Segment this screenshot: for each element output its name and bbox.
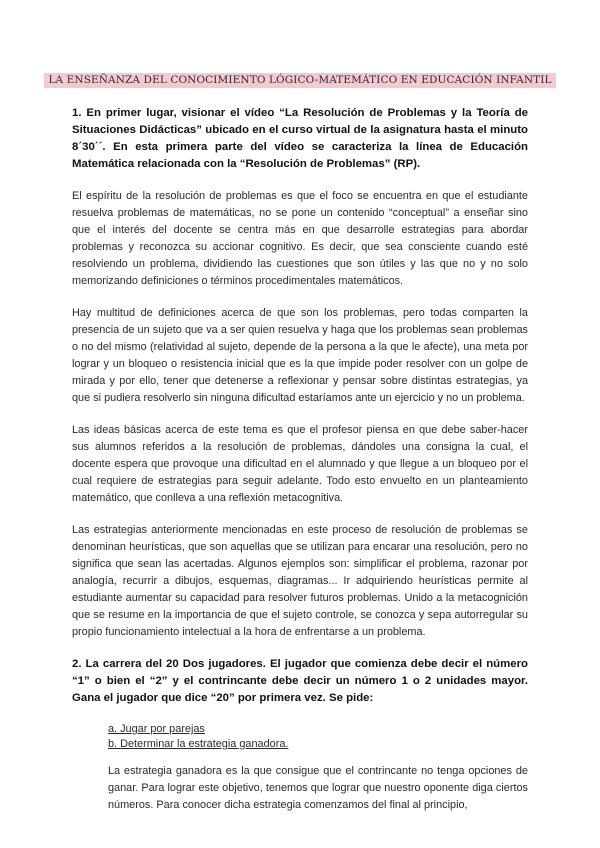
paragraph-1: El espíritu de la resolución de problemas es que el foco se encuentra en que el estudiante resuelva problemas de matemáticas, no se pone un contenido “conceptual” a enseñar sino que el interés del docente se centra más en que desarrolle estrategias para abordar problemas y reconozca su accionar cognitivo. Es decir, que sea consciente cuando esté resolviendo un problema, dividiendo las cuestiones que son útiles y las que no y no solo memorizando definiciones o términos procedimentales matemáticos. [72,190,528,287]
task-list [108,722,528,752]
list-item-a: a. Jugar por parejas [108,723,205,735]
list-item-b: b. Determinar la estrategia ganadora. [108,738,289,750]
paragraph-3: Las ideas básicas acerca de este tema es que el profesor piensa en que debe saber-hacer sus alumnos referidos a la resolución de problemas, dándoles una consigna la cual, el docente espera que provoque una dificultad en el alumnado y que llegue a un bloqueo por el cual requiere de estrategias para seguir adelante. Todo esto envuelto en un planteamiento matemático, que conlleva a una reflexión metacognitiva. [72,424,528,504]
question-2: 2. La carrera del 20 Dos jugadores. El jugador que comienza debe decir el número “1” o bien el “2” y el contrincante debe decir un número 1 o 2 unidades mayor. Gana el jugador que dice “20” por primera vez. Se pide: [72,658,528,704]
question-1: 1. En primer lugar, visionar el vídeo “La Resolución de Problemas y la Teoría de Situaciones Didácticas” ubicado en el curso virtual de la asignatura hasta el minuto 8´30´´. En esta primera parte del vídeo se caracteriza la línea de Educación Matemática relacionada con la “Resolución de Problemas” (RP). [72,107,528,170]
document-title: LA ENSEÑANZA DEL CONOCIMIENTO LÓGICO-MATEMÁTICO EN EDUCACIÓN INFANTIL [44,73,555,88]
paragraph-4: Las estrategias anteriormente mencionadas en este proceso de resolución de problemas se denominan heurísticas, que son aquellas que se utilizan para encarar una resolución, pero no significa que sean las acertadas. Algunos ejemplos son: simplificar el problema, razonar por analogía, recurrir a dibujos, esquemas, diagramas... Ir adquiriendo heurísticas permite al estudiante aumentar su capacidad para resolver futuros problemas. Unido a la metacognición que se resume en la importancia de que el sujeto controle, se conozca y sepa autorregular su propio funcionamiento intelectual a la hora de enfrentarse a un problema. [72,524,528,638]
final-paragraph: La estrategia ganadora es la que consigue que el contrincante no tenga opciones de ganar. Para lograr este objetivo, tenemos que lograr que nuestro oponente diga ciertos números. Para conocer dicha estrategia comenzamos del final al principio, [108,765,528,811]
document-body [72,105,528,814]
paragraph-2: Hay multitud de definiciones acerca de que son los problemas, pero todas comparten la presencia de un sujeto que va a ser quien resuelva y haga que los problemas sean problemas o no del mismo (relatividad al sujeto, depende de la persona a la que le afecte), una meta por lograr y un bloqueo o resistencia inicial que es la que impide poder resolver con un golpe de mirada y por ello, tener que detenerse a reflexionar y pensar sobre distintas estrategias, ya que si pudiera resolverlo sin ninguna dificultad estaríamos ante un ejercicio y no un problema. [72,307,528,404]
title-container [0,70,600,88]
